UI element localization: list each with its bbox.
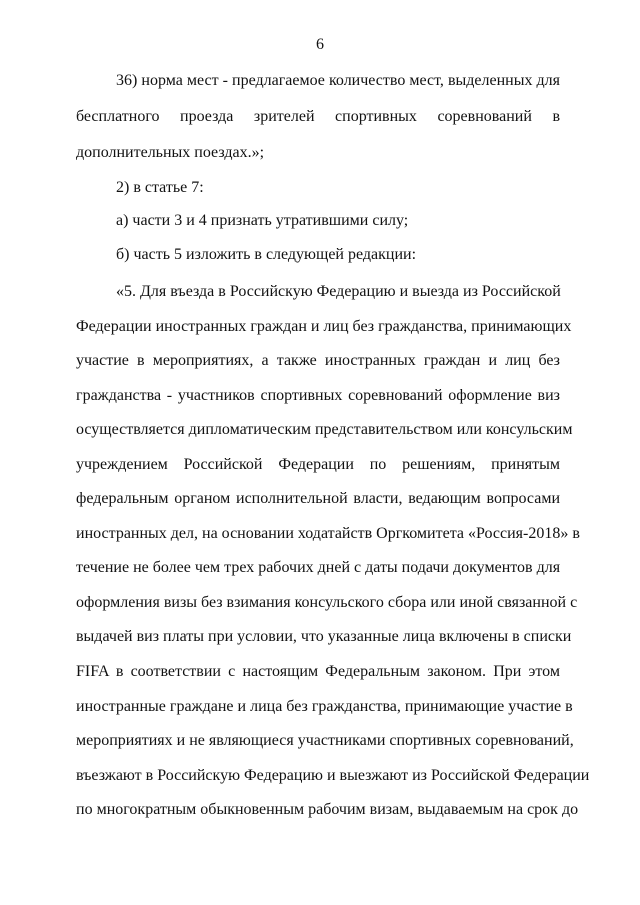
text-line: осуществляется дипломатическим представительством или консульским bbox=[76, 421, 573, 438]
text-line: выдачей виз платы при условии, что указанные лица включены в списки bbox=[76, 628, 572, 645]
text-line: бесплатного проезда зрителей спортивных соревнований в bbox=[76, 108, 560, 125]
text-line: федеральным органом исполнительной власти, ведающим вопросами bbox=[76, 490, 560, 507]
text-line: «5. Для въезда в Российскую Федерацию и выезда из Российской bbox=[116, 283, 561, 300]
text-line: Федерации иностранных граждан и лиц без гражданства, принимающих bbox=[76, 318, 572, 335]
text-line: FIFA в соответствии с настоящим Федеральным законом. При этом bbox=[76, 663, 560, 680]
text-line: гражданства - участников спортивных соревнований оформление виз bbox=[76, 387, 560, 404]
text-line: иностранных дел, на основании ходатайств Оргкомитета «Россия-2018» в bbox=[76, 525, 580, 542]
text-line: по многократным обыкновенным рабочим визам, выдаваемым на срок до bbox=[76, 801, 579, 818]
text-line: 2) в статье 7: bbox=[116, 179, 204, 196]
text-line: течение не более чем трех рабочих дней с даты подачи документов для bbox=[76, 559, 561, 576]
page-number: 6 bbox=[316, 36, 324, 53]
text-line: въезжают в Российскую Федерацию и выезжают из Российской Федерации bbox=[76, 767, 590, 784]
text-line: мероприятиях и не являющиеся участниками спортивных соревнований, bbox=[76, 732, 574, 749]
text-line: дополнительных поездах.»; bbox=[76, 144, 265, 161]
text-line: участие в мероприятиях, а также иностранных граждан и лиц без bbox=[76, 352, 560, 369]
text-line: учреждением Российской Федерации по решениям, принятым bbox=[76, 456, 560, 473]
text-line: б) часть 5 изложить в следующей редакции: bbox=[116, 246, 417, 263]
text-line: а) части 3 и 4 признать утратившими силу; bbox=[116, 212, 409, 229]
text-line: иностранные граждане и лица без гражданства, принимающие участие в bbox=[76, 698, 573, 715]
text-line: 36) норма мест - предлагаемое количество мест, выделенных для bbox=[116, 72, 560, 89]
text-line: оформления визы без взимания консульского сбора или иной связанной с bbox=[76, 594, 578, 611]
